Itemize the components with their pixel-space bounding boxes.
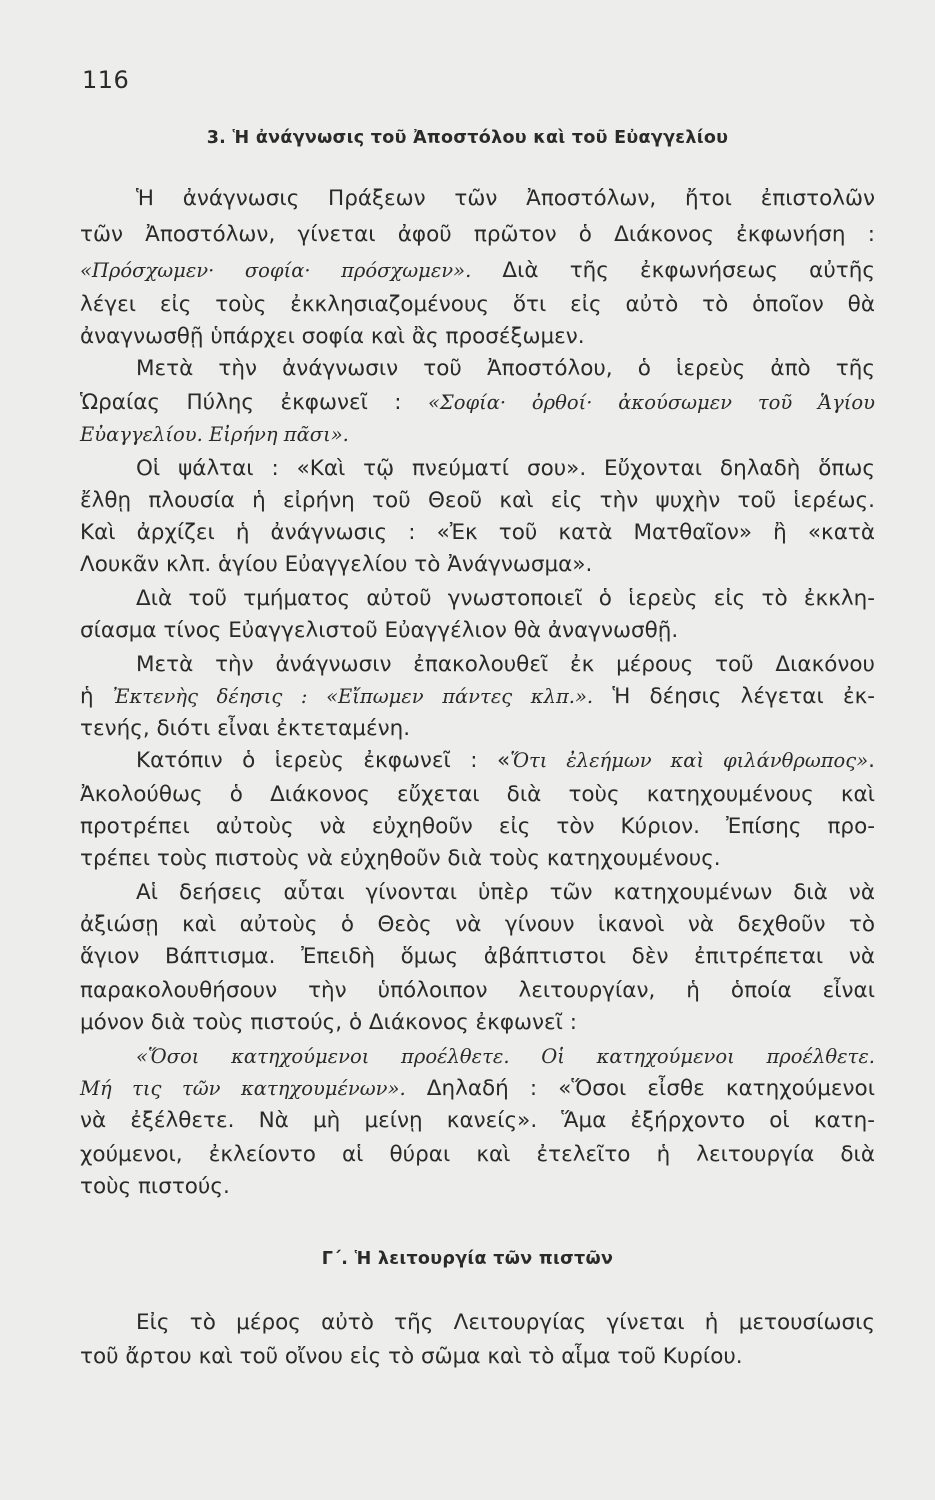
text-segment: μόνον διὰ τοὺς πιστούς, ὁ Διάκονος ἐκφωνεῖ : [80,1010,577,1035]
section-heading-liturgy-of-faithful: Γ΄. Ἡ λειτουργία τῶν πιστῶν [321,1249,614,1269]
text-line [80,1106,875,1138]
text-segment: παρακολουθήσουν τὴν ὑπόλοιπον λειτουργίαν, ἡ ὁποία εἶναι [80,978,875,1003]
text-segment: σίασμα τίνος Εὐαγγελιστοῦ Εὐαγγέλιον θὰ ἀναγνωσθῇ. [80,618,679,643]
text-segment: Αἱ δεήσεις αὗται γίνονται ὑπὲρ τῶν κατηχουμένων διὰ νὰ [136,880,875,905]
text-segment: Ὡραίας Πύλης ἐκφωνεῖ : [80,390,428,415]
text-segment: Λουκᾶν κλπ. ἁγίου Εὐαγγελίου τὸ Ἀνάγνωσμα». [80,552,593,577]
text-segment: τρέπει τοὺς πιστοὺς νὰ εὐχηθοῦν διὰ τοὺς κατηχουμένους. [80,846,721,871]
text-segment: Ἀκολούθως ὁ Διάκονος εὔχεται διὰ τοὺς κατηχουμένους καὶ [80,782,875,807]
text-line [136,584,875,616]
quoted-italic-text: Μή τις τῶν κατηχουμένων». [80,1077,406,1100]
text-line [136,1042,875,1074]
text-line [80,1172,875,1204]
text-segment: Δηλαδή : «Ὅσοι εἶσθε κατηχούμενοι [405,1076,875,1101]
text-segment: Ἡ ἀνάγνωσις Πράξεων τῶν Ἀποστόλων, ἤτοι ἐπιστολῶν [136,186,875,211]
text-segment: τενής, διότι εἶναι ἐκτεταμένη. [80,716,411,741]
text-line [80,420,875,452]
text-segment: ἔλθῃ πλουσία ἡ εἰρήνη τοῦ Θεοῦ καὶ εἰς τὴν ψυχὴν τοῦ ἱερέως. [80,488,875,513]
text-segment: . [868,748,875,773]
text-segment: προτρέπει αὐτοὺς νὰ εὐχηθοῦν εἰς τὸν Κύριον. Ἐπίσης προ- [80,814,875,839]
text-segment: τοῦ ἄρτου καὶ τοῦ οἴνου εἰς τὸ σῶμα καὶ τὸ αἷμα τοῦ Κυρίου. [80,1344,743,1369]
text-line [136,354,875,386]
text-segment: Οἱ ψάλται : «Καὶ τῷ πνεύματί σου». Εὔχονται δηλαδὴ ὅπως [136,456,875,481]
text-segment: ἡ [80,684,113,709]
text-segment: ἀξιώσῃ καὶ αὐτοὺς ὁ Θεὸς νὰ γίνουν ἱκανοὶ νὰ δεχθοῦν τὸ [80,912,875,937]
text-segment: χούμενοι, ἐκλείοντο αἱ θύραι καὶ ἐτελεῖτο ἡ λειτουργία διὰ [80,1142,875,1167]
text-segment: Μετὰ τὴν ἀνάγνωσιν ἐπακολουθεῖ ἐκ μέρους τοῦ Διακόνου [136,652,875,677]
text-line [80,910,875,942]
text-line [80,616,875,648]
text-line [80,1074,875,1106]
text-line [80,1008,875,1040]
text-line [136,878,875,910]
page-number: 116 [82,66,130,94]
text-line [80,1140,875,1172]
text-line [80,290,875,322]
text-line [136,454,875,486]
text-segment: Διὰ τῆς ἐκφωνήσεως αὐτῆς [471,258,875,283]
text-line [136,650,875,682]
text-line [80,844,875,876]
quoted-italic-text: «Πρόσχωμεν· σοφία· πρόσχωμεν». [80,259,472,282]
quoted-italic-text: Εὐαγγελίου. Εἰρήνη πᾶσι». [80,423,349,446]
text-line [80,550,875,582]
quoted-italic-text: «Ὅσοι κατηχούμενοι προέλθετε. Οἱ κατηχούμενοι προέλθετε. [136,1045,875,1068]
text-line [80,682,875,714]
text-segment: Εἰς τὸ μέρος αὐτὸ τῆς Λειτουργίας γίνεται ἡ μετουσίωσις [136,1310,875,1335]
text-line [80,256,875,288]
text-line [136,1308,875,1340]
quoted-italic-text: Ὅτι ἐλεήμων καὶ φιλάνθρωπος» [510,749,869,772]
text-segment: Διὰ τοῦ τμήματος αὐτοῦ γνωστοποιεῖ ὁ ἱερεὺς εἰς τὸ ἐκκλη- [136,586,875,611]
text-segment: ἀναγνωσθῇ ὑπάρχει σοφία καὶ ἂς προσέξωμεν. [80,324,585,349]
text-segment: Καὶ ἀρχίζει ἡ ἀνάγνωσις : «Ἐκ τοῦ κατὰ Ματθαῖον» ἢ «κατὰ [80,520,875,545]
section-heading-reading: 3. Ἡ ἀνάγνωσις τοῦ Ἀποστόλου καὶ τοῦ Εὐαγγελίου [206,128,729,148]
text-line [80,388,875,420]
text-segment: τοὺς πιστούς. [80,1174,230,1199]
text-segment: Ἡ δέησις λέγεται ἐκ- [593,684,876,709]
text-line [80,976,875,1008]
text-line [80,220,875,252]
text-line [80,780,875,812]
text-line [80,486,875,518]
text-segment: νὰ ἐξέλθετε. Νὰ μὴ μείνῃ κανείς». Ἅμα ἐξήρχοντο οἱ κατη- [80,1108,875,1133]
text-line [80,714,875,746]
text-segment: λέγει εἰς τοὺς ἐκκλησιαζομένους ὅτι εἰς αὐτὸ τὸ ὁποῖον θὰ [80,292,875,317]
quoted-italic-text: «Σοφία· ὀρθοί· ἀκούσωμεν τοῦ Ἁγίου [428,391,875,414]
text-line [136,184,875,216]
text-segment: Κατόπιν ὁ ἱερεὺς ἐκφωνεῖ : « [136,748,511,773]
text-line [80,812,875,844]
text-segment: ἅγιον Βάπτισμα. Ἐπειδὴ ὅμως ἀβάπτιστοι δὲν ἐπιτρέπεται νὰ [80,944,875,969]
text-line [80,942,875,974]
text-segment: Μετὰ τὴν ἀνάγνωσιν τοῦ Ἀποστόλου, ὁ ἱερεὺς ἀπὸ τῆς [136,356,875,381]
quoted-italic-text: Ἐκτενὴς δέησις : «Εἴπωμεν πάντες κλπ.». [112,685,594,708]
text-line [136,746,875,778]
text-line [80,1342,875,1374]
text-line [80,322,875,354]
text-segment: τῶν Ἀποστόλων, γίνεται ἀφοῦ πρῶτον ὁ Διάκονος ἐκφωνήση : [80,222,875,247]
text-line [80,518,875,550]
